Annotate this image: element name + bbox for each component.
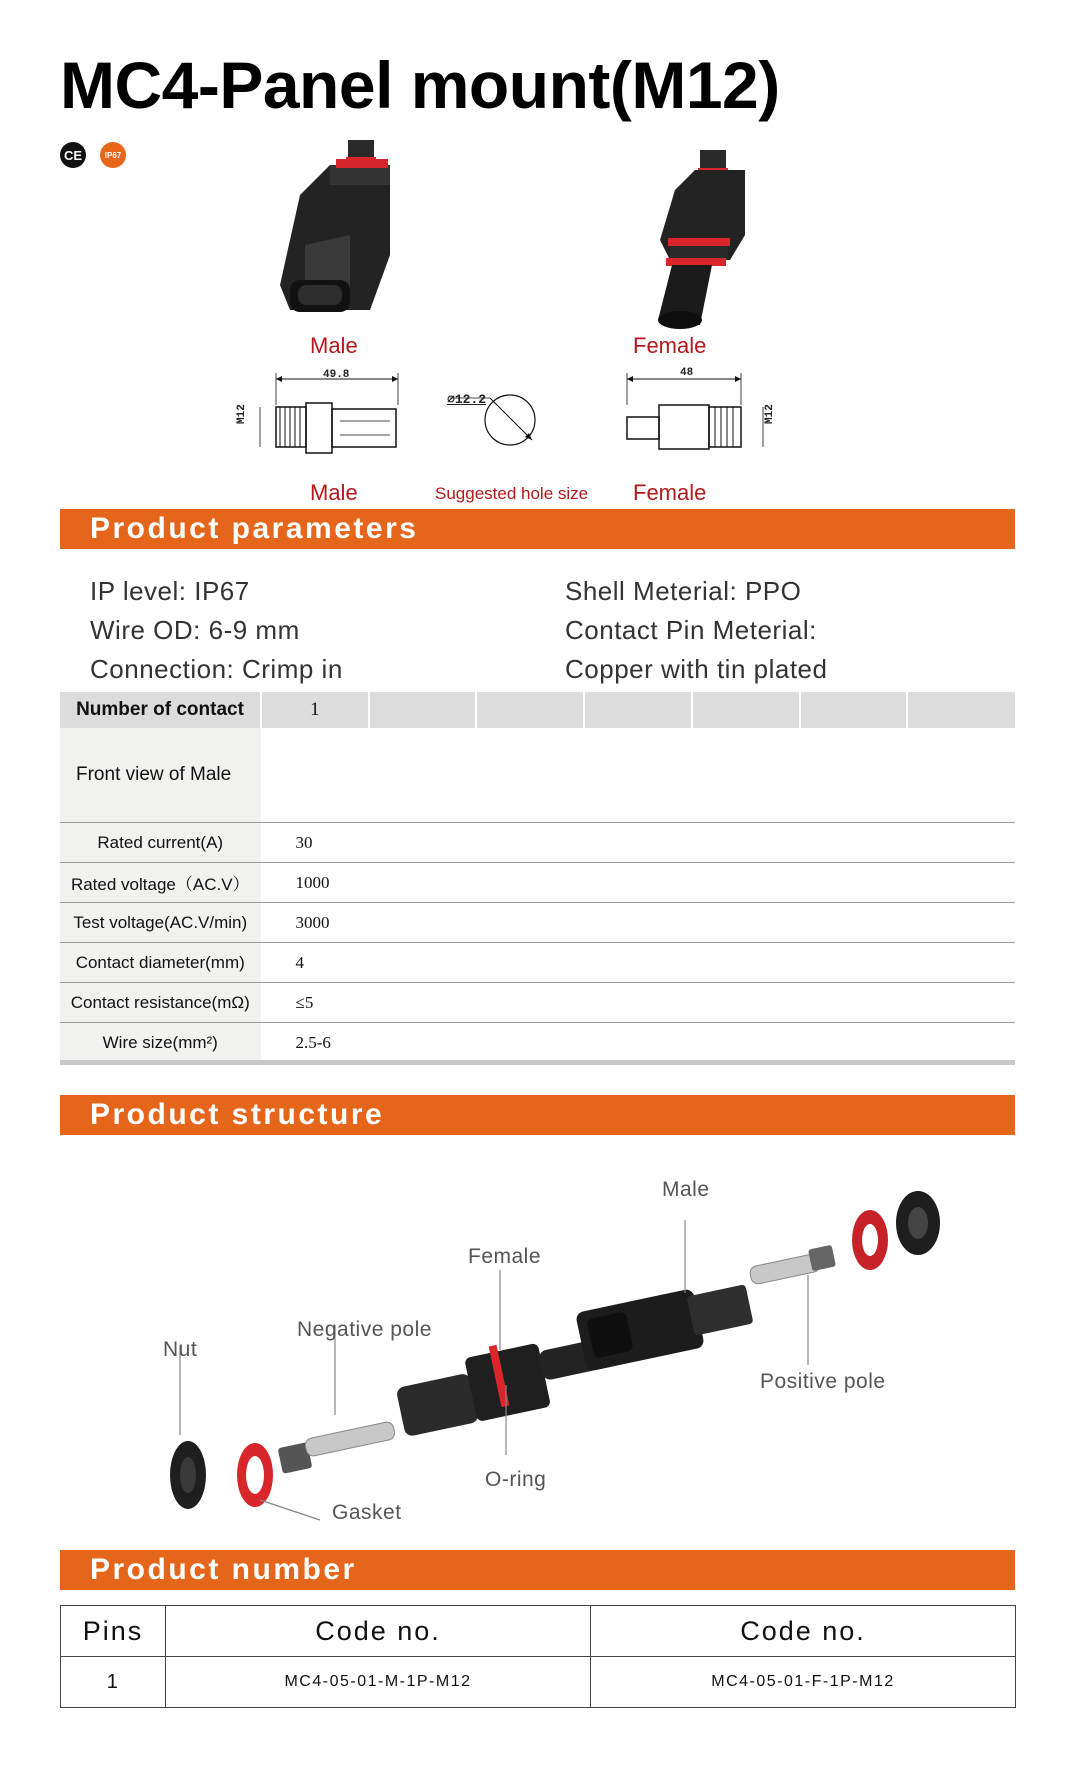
ip67-badge-icon: IP67	[100, 142, 126, 168]
female-connector-photo	[640, 150, 770, 330]
param-ip-level: IP level: IP67	[90, 576, 250, 606]
pins-header: Pins	[61, 1606, 166, 1657]
female-length-dimension: 48	[680, 367, 694, 379]
spec-header-row	[60, 692, 1015, 728]
param-contact-pin-plating: Copper with tin plated	[565, 654, 828, 684]
exploded-structure-diagram	[150, 1185, 950, 1525]
rated-voltage-label: Rated voltage（AC.V）	[60, 863, 261, 903]
structure-label-male: Male	[662, 1178, 710, 1201]
male-drawing-label: Male	[310, 480, 358, 505]
negative-pole-part	[278, 1421, 396, 1474]
female-code-value: MC4-05-01-F-1P-M12	[591, 1657, 1016, 1708]
wire-size-value: 2.5-6	[295, 1032, 331, 1052]
contact-resistance-value: ≤5	[261, 983, 1015, 1023]
table-row	[60, 1023, 1015, 1063]
female-thread-dimension: M12	[764, 404, 776, 424]
structure-label-positive-pole: Positive pole	[760, 1370, 886, 1393]
gasket-left-part	[237, 1443, 273, 1507]
structure-label-o-ring: O-ring	[485, 1468, 547, 1491]
product-parameters-banner: Product parameters	[60, 509, 1015, 549]
param-contact-pin-material: Contact Pin Meterial:	[565, 615, 817, 645]
table-row	[60, 903, 1015, 943]
hole-size-label: Suggested hole size	[435, 484, 589, 503]
number-of-contact-value: 1	[261, 692, 369, 728]
table-row	[61, 1657, 1016, 1708]
male-code-value: MC4-05-01-M-1P-M12	[166, 1657, 591, 1708]
structure-label-negative-pole: Negative pole	[297, 1318, 432, 1341]
male-photo-label: Male	[310, 333, 358, 358]
wire-size-label: Wire size(mm²)	[60, 1023, 261, 1063]
spec-table	[60, 692, 1015, 1062]
test-voltage-value: 3000	[261, 903, 1015, 943]
table-row	[60, 943, 1015, 983]
gasket-leader-line	[260, 1500, 320, 1520]
empty-header-cell	[476, 692, 584, 728]
male-thread-dimension: M12	[236, 404, 248, 424]
table-row	[60, 863, 1015, 903]
male-length-dimension: 49.8	[323, 369, 350, 381]
structure-label-gasket: Gasket	[332, 1501, 402, 1524]
nut-right-part	[896, 1191, 940, 1255]
nut-left-part	[170, 1441, 206, 1509]
product-structure-banner: Product structure	[60, 1095, 1015, 1135]
female-dimension-drawing	[615, 365, 785, 465]
rated-voltage-value: 1000	[261, 863, 1015, 903]
product-number-banner: Product number	[60, 1550, 1015, 1590]
product-number-table	[60, 1605, 1016, 1708]
number-of-contact-label: Number of contact	[60, 692, 261, 728]
param-shell-material: Shell Meterial: PPO	[565, 576, 802, 606]
table-row	[60, 983, 1015, 1023]
param-wire-od: Wire OD: 6-9 mm	[90, 615, 300, 645]
male-connector-part	[575, 1284, 753, 1372]
front-view-label: Front view of Male	[60, 728, 261, 823]
front-view-row	[60, 728, 1015, 823]
rated-current-label: Rated current(A)	[60, 823, 261, 863]
contact-resistance-label: Contact resistance(mΩ)	[60, 983, 261, 1023]
param-connection: Connection: Crimp in	[90, 654, 343, 684]
contact-diameter-value: 4	[261, 943, 1015, 983]
empty-header-cell	[907, 692, 1015, 728]
male-connector-photo	[260, 135, 420, 335]
empty-header-cell	[584, 692, 692, 728]
structure-label-female: Female	[468, 1245, 542, 1268]
table-row	[60, 823, 1015, 863]
female-drawing-label: Female	[633, 480, 707, 505]
page-title: MC4-Panel mount(M12)	[60, 48, 780, 122]
rated-current-value: 30	[261, 823, 1015, 863]
pins-value: 1	[61, 1657, 166, 1708]
positive-pole-part	[749, 1245, 836, 1285]
empty-header-cell	[692, 692, 800, 728]
female-code-header: Code no.	[591, 1606, 1016, 1657]
contact-diameter-label: Contact diameter(mm)	[60, 943, 261, 983]
ce-mark-icon: CE	[60, 142, 86, 168]
front-view-cell	[261, 728, 1015, 823]
female-photo-label: Female	[633, 333, 707, 358]
hole-diameter-dimension: ⌀12.2	[447, 392, 487, 407]
test-voltage-label: Test voltage(AC.V/min)	[60, 903, 261, 943]
empty-header-cell	[800, 692, 908, 728]
structure-label-nut: Nut	[163, 1338, 198, 1361]
gasket-right-part	[852, 1210, 888, 1270]
spec-table-bottom-rule	[60, 1060, 1015, 1065]
product-number-header-row	[61, 1606, 1016, 1657]
empty-header-cell	[369, 692, 477, 728]
male-code-header: Code no.	[166, 1606, 591, 1657]
